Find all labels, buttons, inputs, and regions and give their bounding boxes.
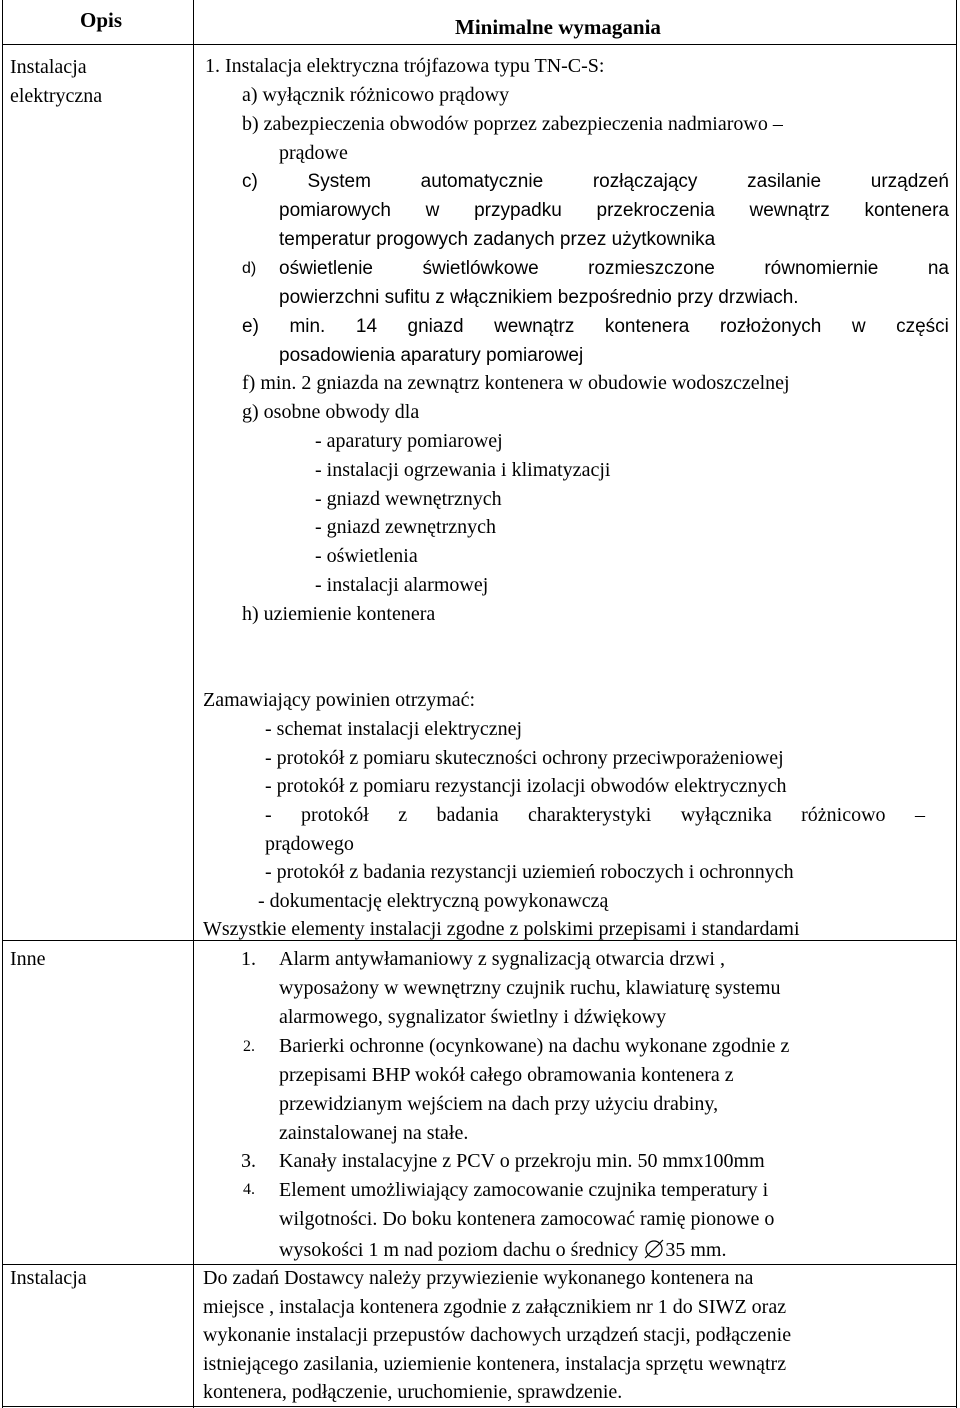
diameter-symbol-icon — [643, 1238, 665, 1260]
word: – — [914, 804, 925, 826]
word: kontenera — [864, 200, 949, 221]
other-item-1-line3: alarmowego, sygnalizator świetlny i dźwiękowy — [279, 1006, 667, 1028]
doc-4-line2: prądowego — [265, 833, 354, 855]
other-item-3: Kanały instalacyjne z PCV o przekroju min. 50 mmx100mm — [279, 1150, 765, 1172]
installation-line-4: istniejącego zasilania, uziemienie kontenera, instalacja sprzętu wewnątrz — [203, 1353, 787, 1375]
item-g-sub-2: - instalacji ogrzewania i klimatyzacji — [315, 459, 611, 481]
header-divider — [2, 44, 957, 45]
word: oświetlenie — [279, 258, 373, 279]
word: e) — [242, 316, 259, 337]
other-item-4-line1: Element umożliwiający zamocowanie czujnika temperatury i — [279, 1179, 769, 1201]
other-num-3: 3. — [241, 1150, 256, 1172]
item-g-sub-1: - aparatury pomiarowej — [315, 430, 503, 452]
installation-line-3: wykonanie instalacji przepustów dachowych urządzeń stacji, podłączenie — [203, 1324, 792, 1346]
doc-2: - protokół z pomiaru skuteczności ochrony przeciwporażeniowej — [265, 747, 784, 769]
other-item-2-line4: zainstalowanej na stałe. — [279, 1122, 469, 1144]
word: rozłączający — [592, 171, 698, 192]
word: rozmieszczone — [588, 258, 715, 279]
other-item-2-line3: przewidzianym wejściem na dach przy użyciu drabiny, — [279, 1093, 719, 1115]
item-d-line2: powierzchni sufitu z włącznikiem bezpośrednio przy drzwiach. — [279, 287, 799, 308]
word: 14 — [355, 316, 378, 337]
item-f: f) min. 2 gniazda na zewnątrz kontenera w obudowie wodoszczelnej — [242, 372, 790, 394]
word: protokół — [301, 804, 369, 826]
word: min. — [289, 316, 326, 337]
docs-closing: Wszystkie elementy instalacji zgodne z polskimi przepisami i standardami — [203, 918, 800, 940]
word: kontenera — [604, 316, 690, 337]
word: równomiernie — [764, 258, 879, 279]
other-num-2: 2. — [243, 1038, 255, 1055]
other-num-4: 4. — [243, 1181, 255, 1198]
doc-5: - protokół z badania rezystancji uziemień roboczych i ochronnych — [265, 861, 794, 883]
other-item-1-line1: Alarm antywłamaniowy z sygnalizacją otwarcia drzwi , — [279, 948, 725, 970]
word: pomiarowych — [279, 200, 391, 221]
word: wewnątrz — [494, 316, 575, 337]
row-label-elektryczna: elektryczna — [10, 85, 103, 107]
column-divider — [193, 0, 194, 1408]
installation-line-2: miejsce , instalacja kontenera zgodnie z załącznikiem nr 1 do SIWZ oraz — [203, 1296, 787, 1318]
word: na — [927, 258, 949, 279]
other-item-1-line2: wyposażony w wewnętrzny czujnik ruchu, klawiaturę systemu — [279, 977, 781, 999]
other-item-4-line3 — [279, 1238, 727, 1260]
word: przypadku — [474, 200, 562, 221]
docs-intro: Zamawiający powinien otrzymać: — [203, 689, 476, 711]
other-item-2-line2: przepisami BHP wokół całego obramowania kontenera z — [279, 1064, 734, 1086]
table-border-bottom — [2, 1406, 957, 1407]
doc-6: - dokumentację elektryczną powykonawczą — [258, 890, 609, 912]
row-label-inne: Inne — [10, 948, 46, 970]
item-g: g) osobne obwody dla — [242, 401, 420, 423]
item-b-line2: prądowe — [279, 142, 348, 164]
item-c-line1 — [242, 172, 949, 191]
word: urządzeń — [870, 171, 949, 192]
item-e-line1 — [242, 317, 949, 336]
word: w — [851, 316, 866, 337]
item-d-line1 — [279, 259, 949, 278]
word: z — [398, 804, 408, 826]
other-item-2-line1: Barierki ochronne (ocynkowane) na dachu wykonane zgodnie z — [279, 1035, 790, 1057]
word: charakterystyki — [528, 804, 652, 826]
other-item-4-line3-suffix: 35 mm. — [665, 1239, 727, 1261]
row-label-instalacja-2: Instalacja — [10, 1267, 87, 1289]
word: części — [896, 316, 949, 337]
table-border-left — [2, 0, 3, 1408]
word: gniazd — [407, 316, 464, 337]
item-e-line2: posadowienia aparatury pomiarowej — [279, 345, 584, 366]
word: System — [307, 171, 371, 192]
header-minimal-requirements: Minimalne wymagania — [455, 15, 661, 39]
item-c-line2 — [279, 201, 949, 220]
installation-line-5: kontenera, podłączenie, uruchomienie, sprawdzenie. — [203, 1381, 623, 1403]
word: w — [425, 200, 440, 221]
word: wewnątrz — [749, 200, 830, 221]
word: świetlówkowe — [422, 258, 539, 279]
doc-3: - protokół z pomiaru rezystancji izolacji obwodów elektrycznych — [265, 775, 787, 797]
item-g-sub-4: - gniazd zewnętrznych — [315, 516, 497, 538]
header-opis: Opis — [80, 8, 123, 32]
table-border-right — [956, 0, 957, 1408]
other-item-4-line2: wilgotności. Do boku kontenera zamocować ramię pionowe o — [279, 1208, 775, 1230]
word: automatycznie — [420, 171, 544, 192]
word: badania — [436, 804, 499, 826]
item-b-line1: b) zabezpieczenia obwodów poprzez zabezpieczenia nadmiarowo – — [242, 113, 783, 135]
item-d-marker: d) — [242, 260, 257, 277]
word: zasilanie — [747, 171, 822, 192]
doc-1: - schemat instalacji elektrycznej — [265, 718, 523, 740]
row-divider-instalacja — [2, 1264, 957, 1265]
other-num-1: 1. — [241, 948, 256, 970]
item-1: 1. Instalacja elektryczna trójfazowa typu TN-C-S: — [205, 55, 605, 77]
word: wyłącznika — [680, 804, 772, 826]
item-c-line3: temperatur progowych zadanych przez użytkownika — [279, 229, 716, 250]
item-a: a) wyłącznik różnicowo prądowy — [242, 84, 510, 106]
item-g-sub-6: - instalacji alarmowej — [315, 574, 489, 596]
installation-line-1: Do zadań Dostawcy należy przywiezienie wykonanego kontenera na — [203, 1267, 754, 1289]
item-g-sub-3: - gniazd wewnętrznych — [315, 488, 502, 510]
row-label-instalacja: Instalacja — [10, 56, 87, 78]
item-g-sub-5: - oświetlenia — [315, 545, 418, 567]
doc-4-line1 — [265, 805, 925, 825]
word: rozłożonych — [719, 316, 822, 337]
word: przekroczenia — [596, 200, 715, 221]
word: różnicowo — [801, 804, 886, 826]
other-item-4-line3-prefix: wysokości 1 m nad poziom dachu o średnicy — [279, 1239, 644, 1261]
item-h: h) uziemienie kontenera — [242, 603, 436, 625]
row-divider-inne — [2, 940, 957, 941]
word: - — [265, 804, 272, 826]
word: c) — [242, 171, 258, 192]
